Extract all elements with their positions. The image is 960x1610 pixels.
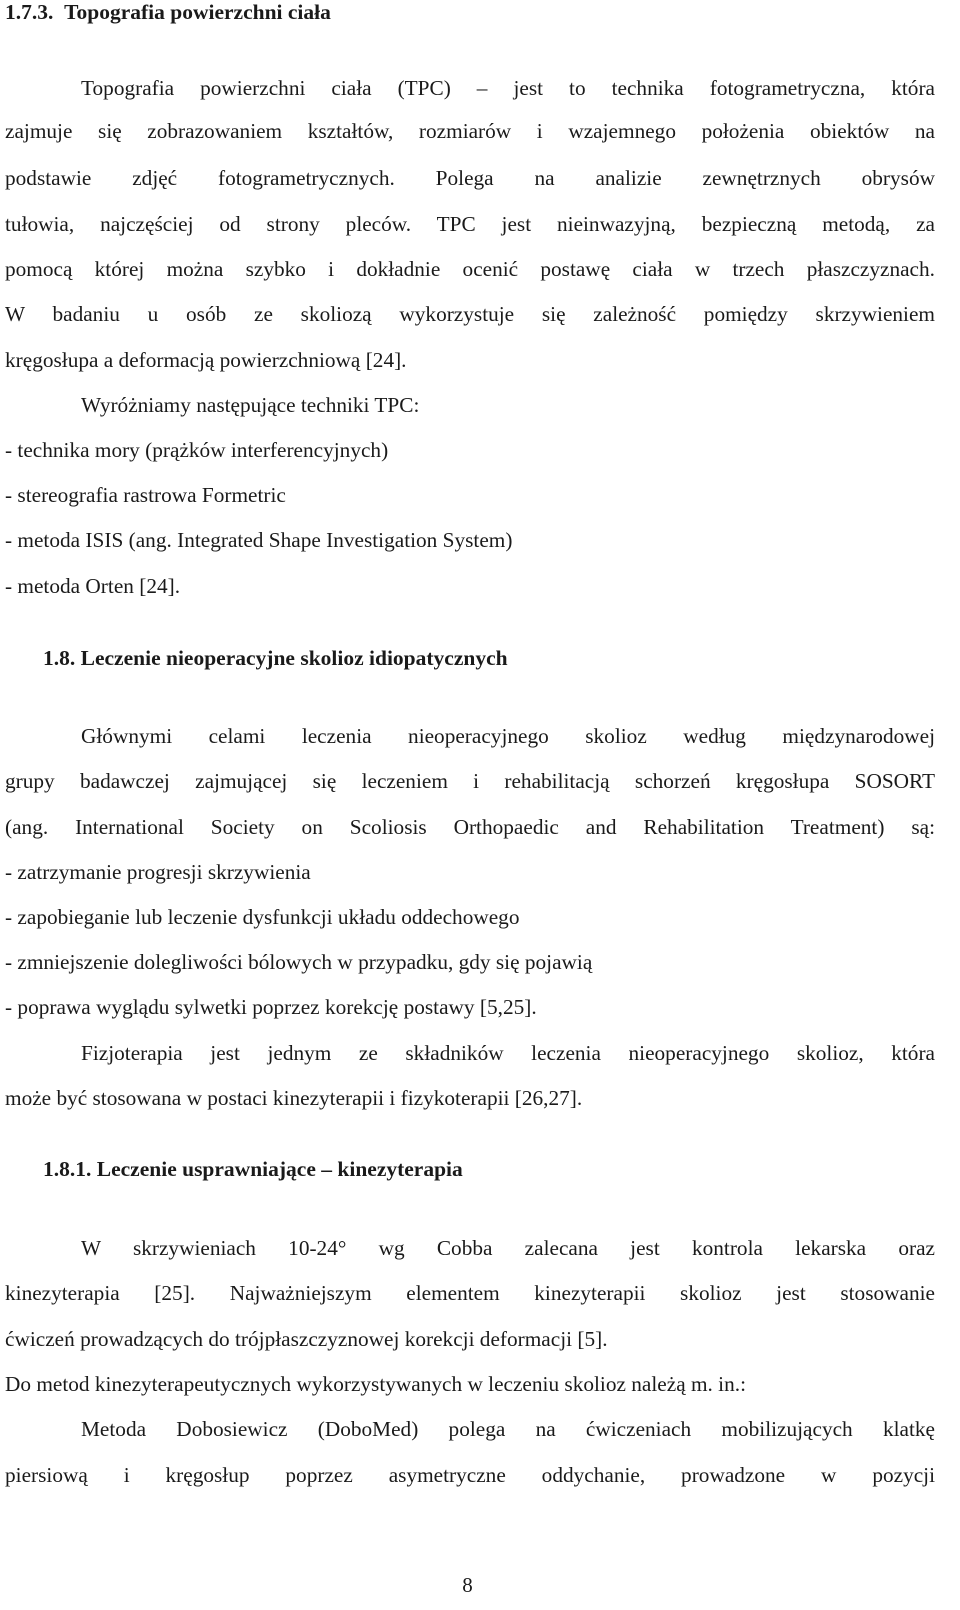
text-line: piersiową i kręgosłup poprzez asymetryczne oddychanie, prowadzone w pozycji bbox=[5, 1463, 935, 1487]
section-title: Leczenie nieoperacyjne skolioz idiopatycznych bbox=[80, 646, 508, 670]
list-item: - metoda Orten [24]. bbox=[5, 574, 181, 598]
text-line: grupy badawczej zajmującej się leczeniem i rehabilitacją schorzeń kręgosłupa SOSORT bbox=[5, 769, 935, 793]
section-heading-1-7-3 bbox=[5, 0, 331, 25]
text-line: zajmuje się zobrazowaniem kształtów, rozmiarów i wzajemnego położenia obiektów na bbox=[5, 119, 935, 143]
list-item: - metoda ISIS (ang. Integrated Shape Investigation System) bbox=[5, 528, 513, 552]
text-line: podstawie zdjęć fotogrametrycznych. Polega na analizie zewnętrznych obrysów bbox=[5, 166, 935, 190]
text-line: Metoda Dobosiewicz (DoboMed) polega na ćwiczeniach mobilizujących klatkę bbox=[81, 1417, 935, 1441]
text-line: pomocą której można szybko i dokładnie ocenić postawę ciała w trzech płaszczyznach. bbox=[5, 257, 935, 281]
section-number: 1.8. bbox=[43, 646, 76, 670]
text-line: ćwiczeń prowadzących do trójpłaszczyznowej korekcji deformacji [5]. bbox=[5, 1327, 608, 1351]
text-line: kinezyterapia [25]. Najważniejszym elementem kinezyterapii skolioz jest stosowanie bbox=[5, 1281, 935, 1305]
list-item: - zapobieganie lub leczenie dysfunkcji układu oddechowego bbox=[5, 905, 520, 929]
text-line: Wyróżniamy następujące techniki TPC: bbox=[81, 393, 420, 417]
section-number: 1.8.1. bbox=[43, 1157, 92, 1181]
text-line: W badaniu u osób ze skoliozą wykorzystuje się zależność pomiędzy skrzywieniem bbox=[5, 302, 935, 326]
text-line: Topografia powierzchni ciała (TPC) – jest to technika fotogrametryczna, która bbox=[81, 76, 935, 100]
section-heading-1-8-1 bbox=[43, 1157, 463, 1182]
page-number: 8 bbox=[462, 1573, 473, 1597]
text-line: może być stosowana w postaci kinezyterapii i fizykoterapii [26,27]. bbox=[5, 1086, 583, 1110]
text-line: Do metod kinezyterapeutycznych wykorzystywanych w leczeniu skolioz należą m. in.: bbox=[5, 1372, 746, 1396]
text-line: kręgosłupa a deformacją powierzchniową [24]. bbox=[5, 348, 407, 372]
section-number: 1.7.3. bbox=[5, 0, 54, 24]
list-item: - stereografia rastrowa Formetric bbox=[5, 483, 286, 507]
text-line: Głównymi celami leczenia nieoperacyjnego skolioz według międzynarodowej bbox=[81, 724, 935, 748]
text-line: W skrzywieniach 10-24° wg Cobba zalecana jest kontrola lekarska oraz bbox=[81, 1236, 935, 1260]
section-title: Topografia powierzchni ciała bbox=[64, 0, 331, 24]
text-line: tułowia, najczęściej od strony pleców. TPC jest nieinwazyjną, bezpieczną metodą, za bbox=[5, 212, 935, 236]
section-heading-1-8 bbox=[43, 646, 508, 671]
text-line: Fizjoterapia jest jednym ze składników leczenia nieoperacyjnego skolioz, która bbox=[81, 1041, 935, 1065]
list-item: - zmniejszenie dolegliwości bólowych w przypadku, gdy się pojawią bbox=[5, 950, 593, 974]
list-item: - zatrzymanie progresji skrzywienia bbox=[5, 860, 311, 884]
list-item: - poprawa wyglądu sylwetki poprzez korekcję postawy [5,25]. bbox=[5, 995, 537, 1019]
text-line: (ang. International Society on Scoliosis Orthopaedic and Rehabilitation Treatment) są: bbox=[5, 815, 935, 839]
list-item: - technika mory (prążków interferencyjnych) bbox=[5, 438, 389, 462]
section-title: Leczenie usprawniające – kinezyterapia bbox=[96, 1157, 463, 1181]
